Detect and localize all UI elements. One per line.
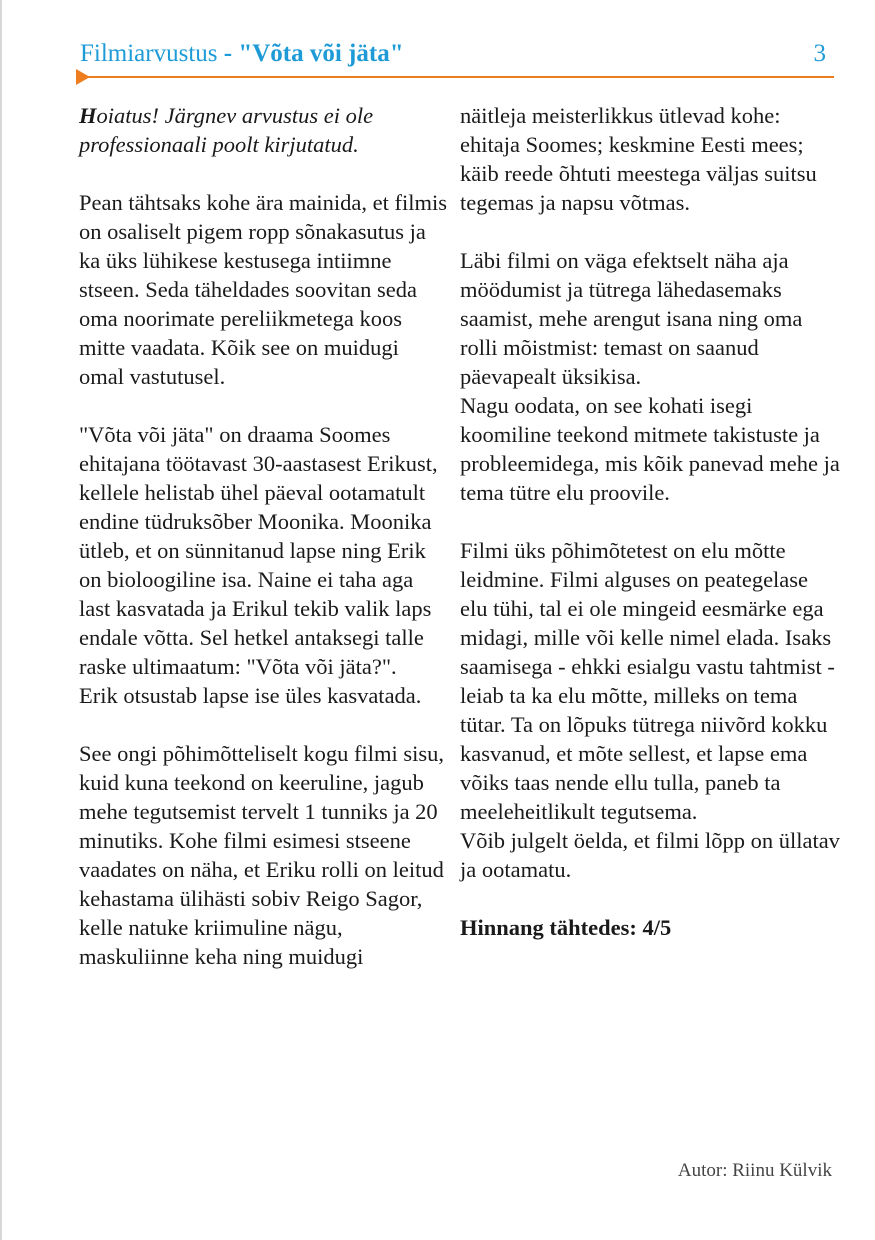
paragraph: Pean tähtsaks kohe ära mainida, et filmis on osaliselt pigem ropp sõnakasutus ja ka üks lühikese kestusega intiimne stseen. Seda täheldades soovitan seda oma noorimate pereliikmetega koos mitte vaadata. Kõik see on muidugi omal vastutusel. (79, 190, 448, 389)
paragraph-text: "Võta või jäta" on draama Soomes ehitajana töötavast 30-aastasest Erikust, kellele helistab ühel päeval ootamatult endine tüdruksõber Moonika. Moonika ütleb, et on sünnitanud lapse ning Erik on bioloogiline isa. Naine ei taha aga last kasvatada ja Erikul tekib valik laps endale võtta. Sel hetkel antaksegi talle raske ultimaatum: "Võta või jäta?". (79, 422, 438, 679)
warning-text: oiatus! Järgnev arvustus ei ole professionaali poolt kirjutatud. (79, 103, 374, 157)
rating: Hinnang tähtedes: 4/5 (460, 915, 672, 940)
header-section: Filmiarvustus (80, 40, 218, 67)
paragraph-text: Võib julgelt öelda, et filmi lõpp on üllatav ja ootamatu. (460, 828, 840, 882)
paragraph-text: Erik otsustab lapse ise üles kasvatada. (79, 683, 422, 708)
header-title (80, 40, 404, 68)
paragraph-text: Läbi filmi on väga efektselt näha aja möödumist ja tütrega lähedasemaks saamist, mehe arengut isana ning oma rolli mõistmist: temast on saanud päevapealt üksikisa. (460, 248, 803, 389)
paragraph: näitleja meisterlikkus ütlevad kohe: ehitaja Soomes; keskmine Eesti mees; käib reede õhtuti meestega väljas suitsu tegemas ja napsu võtmas. (460, 103, 817, 215)
paragraph: See ongi põhimõtteliselt kogu filmi sisu, kuid kuna teekond on keeruline, jagub mehe tegutsemist tervelt 1 tunniks ja 20 minutiks. Kohe filmi esimesi stseene vaadates on näha, et Eriku rolli on leitud kehastama ülihästi sobiv Reigo Sagor, kelle natuke kriimuline nägu, maskuliinne keha ning muidugi (79, 741, 444, 969)
author-credit: Autor: Riinu Külvik (677, 1160, 832, 1181)
paragraph-text: Nagu oodata, on see kohati isegi koomiline teekond mitmete takistuste ja probleemidega, mis kõik panevad mehe ja tema tütre elu proovile. (460, 393, 840, 505)
paragraph (460, 246, 840, 507)
page-edge (0, 0, 2, 1240)
paragraph-text: Filmi üks põhimõtetest on elu mõtte leidmine. Filmi alguses on peategelase elu tühi, tal ei ole mingeid eesmärke ega midagi, mille või kelle nimel elada. Isaks saamisega - ehkki esialgu vastu tahtmist - leiab ta ka elu mõtte, milleks on tema tütar. Ta on lõpuks tütrega niivõrd kokku kasvanud, et mõte sellest, et lapse ema võiks taas nende ellu tulla, paneb ta meeleheitlikult tegutsema. (460, 538, 835, 824)
right-column (460, 101, 840, 971)
page-header (80, 40, 832, 76)
header-arrow-icon (76, 69, 90, 85)
left-column (79, 101, 449, 1000)
page-number: 3 (813, 40, 826, 67)
warning-initial: H (79, 103, 97, 128)
warning-paragraph (79, 101, 449, 159)
header-film-title: - "Võta või jäta" (217, 40, 404, 67)
paragraph (79, 420, 449, 710)
header-rule (80, 76, 834, 78)
paragraph (460, 536, 840, 884)
